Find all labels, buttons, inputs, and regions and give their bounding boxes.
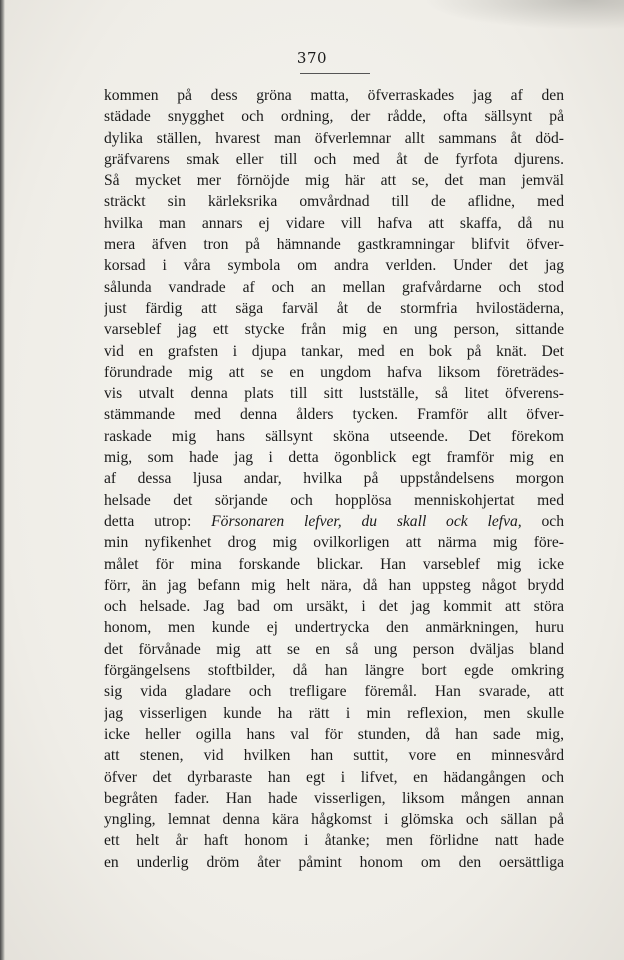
text-line: att stenen, vid hvilken han suttit, vore en minnesvård (104, 747, 564, 765)
text-line: det förvånade mig att se en så ung person dväljas bland (104, 640, 564, 658)
page-binding-edge (0, 0, 5, 960)
text-line: och helsade. Jag bad om ursäkt, i det jag kommit att störa (104, 598, 564, 616)
text-line: förr, än jag befann mig helt nära, då han uppsteg något brydd (104, 576, 564, 594)
text-line: målet för mina forskande blickar. Han varseblef mig icke (104, 555, 564, 573)
text-line: förgängelsens stoftbilder, då han längre bort egde omkring (104, 662, 564, 680)
body-text (104, 85, 564, 873)
text-line: mera äfven tron på hämnande gastkramningar blifvit öfver- (104, 236, 564, 254)
text-line: städade snygghet och ordning, der rådde, ofta sällsynt på (104, 108, 564, 126)
quoted-exclamation: Försonaren lefver, du skall ock lefva, (211, 512, 522, 530)
text-line: förundrade mig att se en ungdom hafva liksom företrädes- (104, 363, 564, 381)
text-line: stämmande med denna ålders tycken. Framför allt öfver- (104, 406, 564, 424)
text-line: en underlig dröm åter påmint honom om den oersättliga (104, 853, 564, 871)
text-line: sålunda vandrade af och an mellan grafvårdarne och stod (104, 278, 564, 296)
text-line: raskade mig hans sällsynt sköna utseende. Det förekom (104, 427, 564, 445)
text-line: kommen på dess gröna matta, öfverraskades jag af den (104, 87, 564, 104)
page-stain (424, 0, 624, 30)
text-line: sträckt sin kärleksrika omvårdnad till de aflidne, med (104, 193, 564, 211)
text-line: af dessa ljusa andar, hvilka på uppståndelsens morgon (104, 470, 564, 488)
text-line: korsad i våra symbola om andra verlden. Under det jag (104, 257, 564, 275)
text-line: öfver det dyrbaraste han egt i lifvet, en hädangången och (104, 768, 564, 786)
text-line: ett helt år haft honom i åtanke; men förlidne natt hade (104, 832, 564, 850)
text-line: dylika ställen, hvarest man öfverlemnar allt sammans åt död- (104, 129, 564, 147)
page-number: 370 (296, 49, 328, 67)
text-line: sig vida gladare och trefligare föremål. Han svarade, att (104, 683, 564, 701)
text-line: honom, men kunde ej undertrycka den anmärkningen, huru (104, 619, 564, 637)
text-line: icke heller ogilla hans val för stunden, då han sade mig, (104, 725, 564, 743)
text-line: helsade det sörjande och hopplösa menniskohjertat med (104, 491, 564, 509)
header-rule (300, 73, 370, 74)
text-line: varseblef jag ett stycke från mig en ung person, sittande (104, 321, 564, 339)
text-line: vid en grafsten i djupa tankar, med en bok på knät. Det (104, 342, 564, 360)
text-line: vis utvalt denna plats till sitt lustställe, så litet öfverens- (104, 385, 564, 403)
text-line: min nyfikenhet drog mig ovilkorligen att närma mig före- (104, 534, 564, 552)
text-line: hvilka man annars ej vidare vill hafva att skaffa, då nu (104, 214, 564, 232)
text-line: mig, som hade jag i detta ögonblick egt framför mig en (104, 449, 564, 467)
text-line: detta utrop: Försonaren lefver, du skall ock lefva, och (104, 512, 564, 530)
text-line: just färdig att säga farväl åt de stormfria hvilostäderna, (104, 299, 564, 317)
text-line: jag visserligen kunde ha rätt i min reflexion, men skulle (104, 704, 564, 722)
text-line: begråten fader. Han hade visserligen, liksom mången annan (104, 789, 564, 807)
text-line: Så mycket mer förnöjde mig här att se, det man jemväl (104, 172, 564, 190)
text-line: gräfvarens smak eller till och med åt de fyrfota djurens. (104, 150, 564, 168)
text-line: yngling, lemnat denna kära hågkomst i glömska och sällan på (104, 811, 564, 829)
